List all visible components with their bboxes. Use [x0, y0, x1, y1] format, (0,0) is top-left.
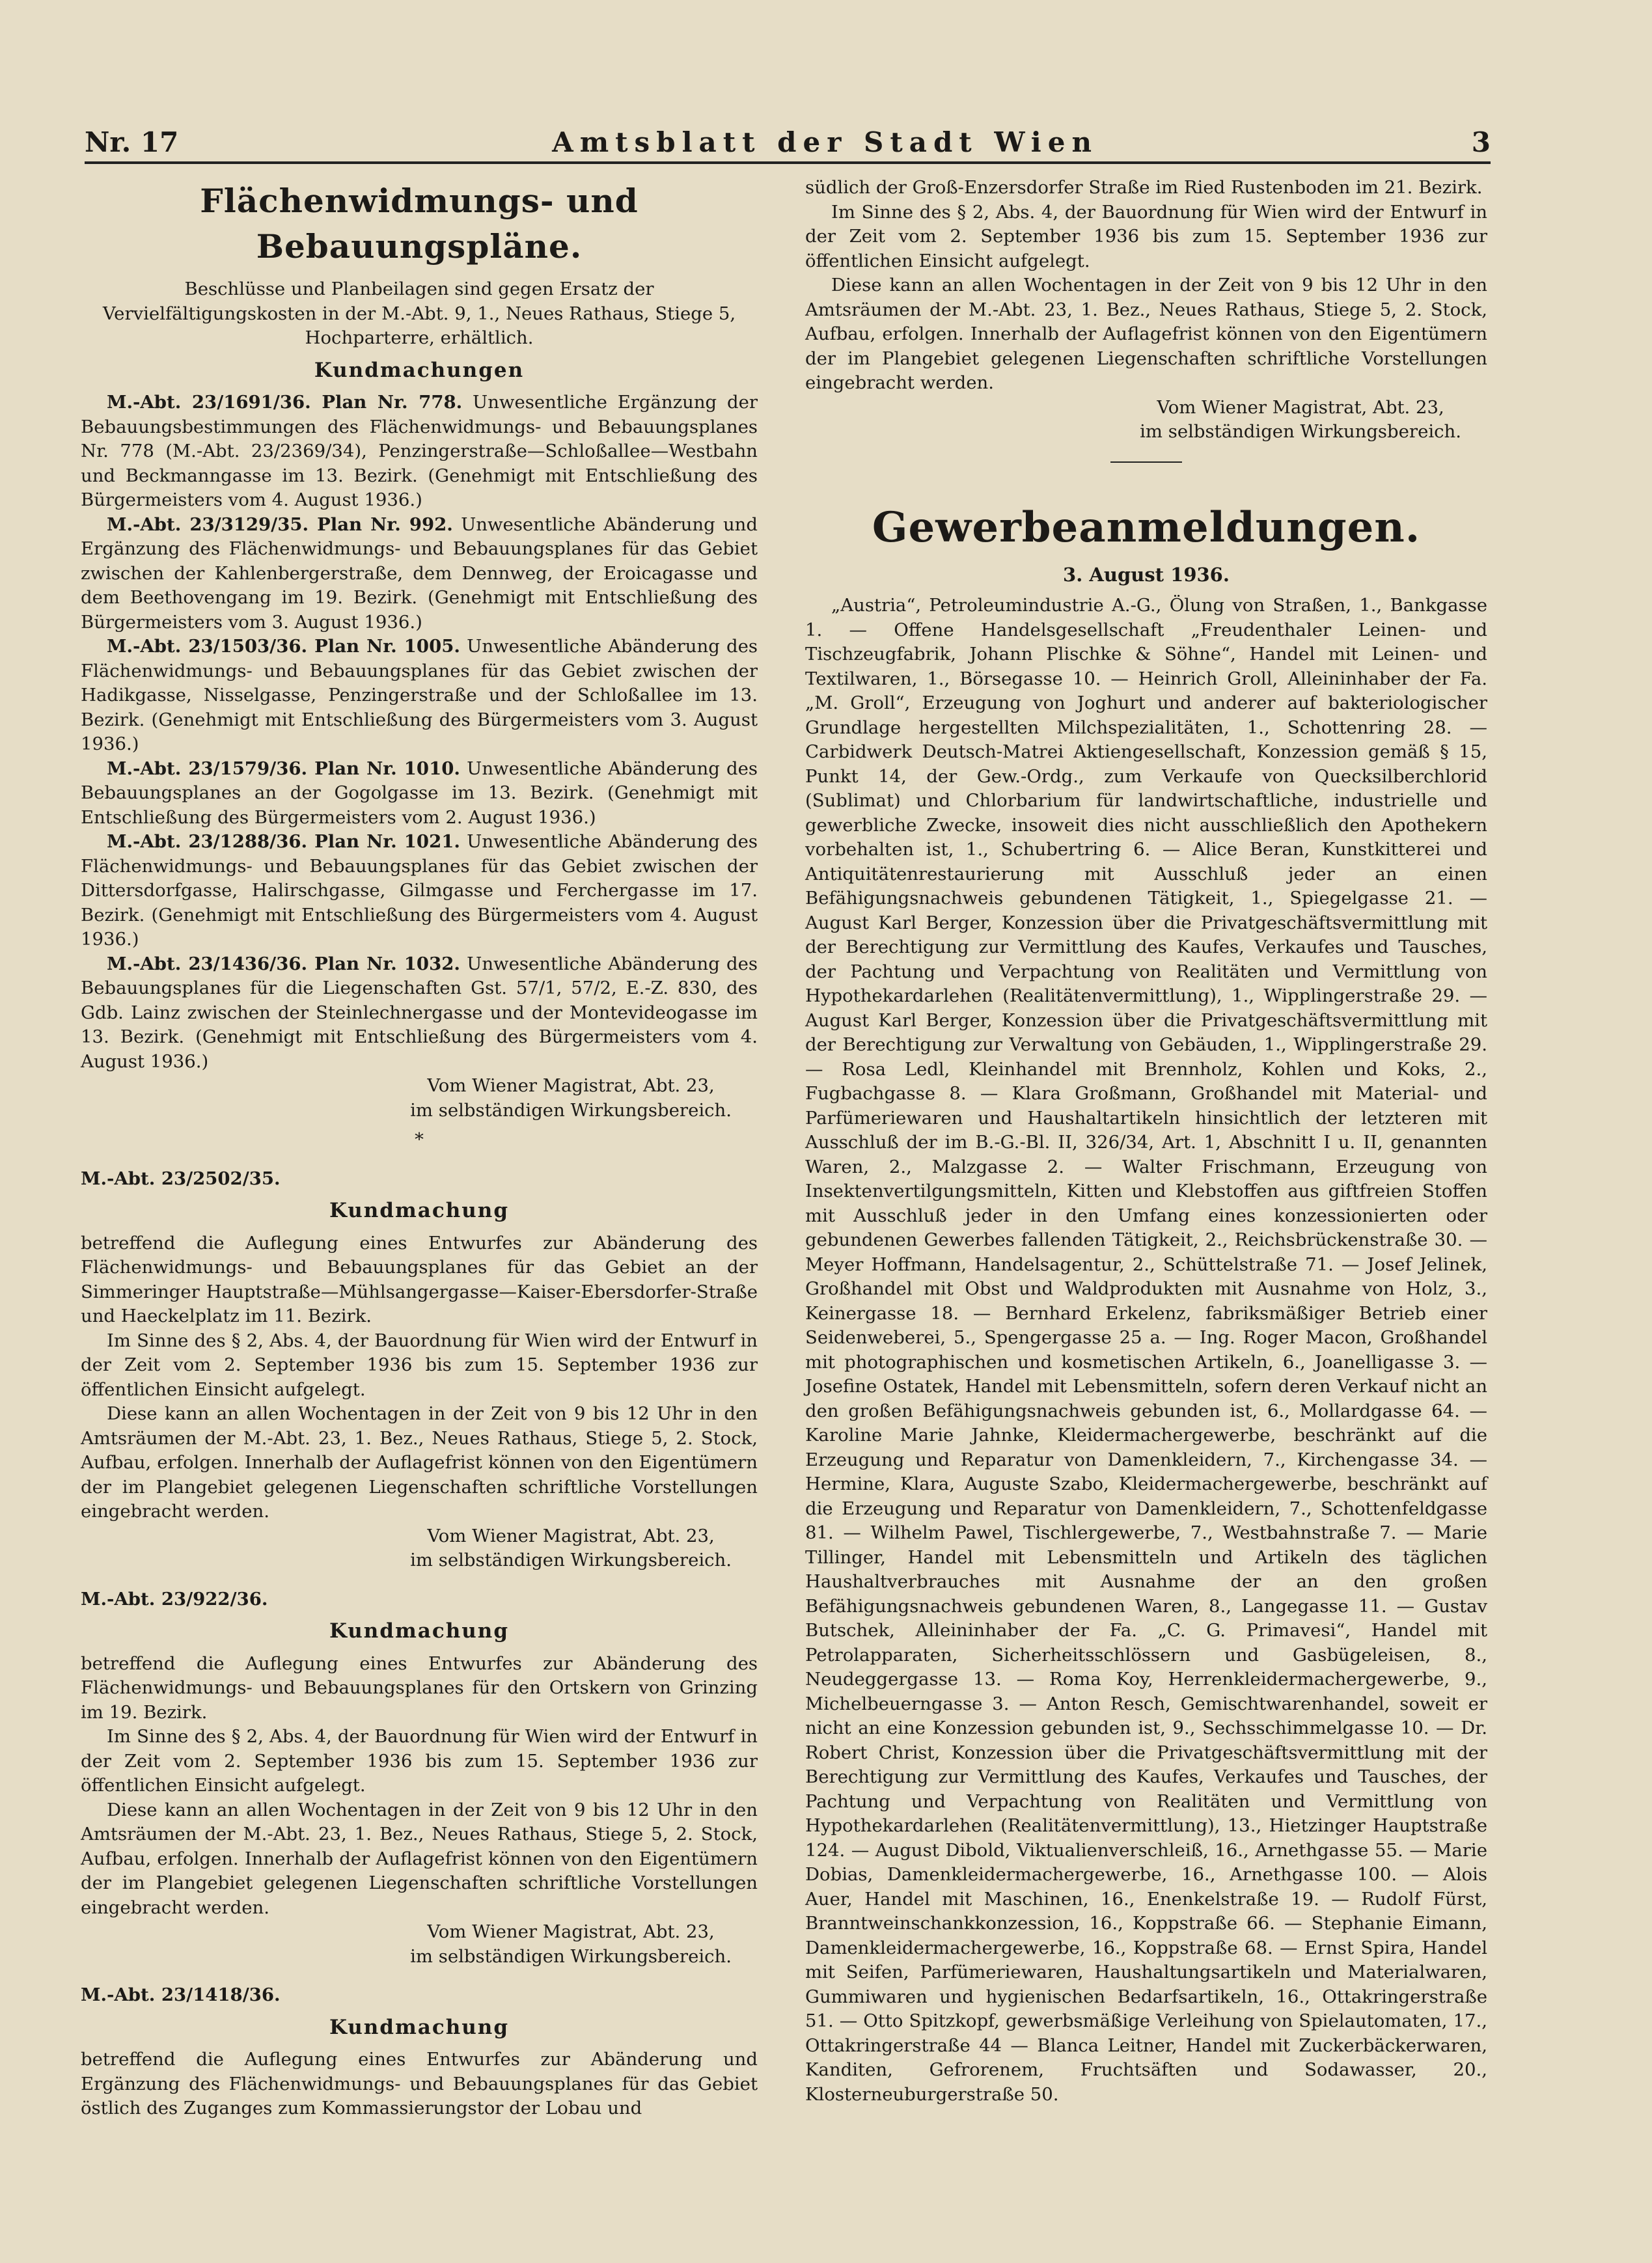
notice-paragraph: betreffend die Auflegung eines Entwurfes zur Abänderung des Flächenwidmungs- und Bebauungsplanes für das Gebiet an der Simmeringer Hauptstraße—Mühlsangergasse—Kaiser-Ebersdorfer-Straße und Haeckelplatz im 11. Bezirk.: [81, 1232, 758, 1326]
section-divider: [1110, 461, 1182, 463]
separator-star: *: [415, 1129, 424, 1150]
signature-block: Vom Wiener Magistrat, Abt. 23, im selbständigen Wirkungsbereich.: [1140, 396, 1461, 442]
signature-block: Vom Wiener Magistrat, Abt. 23, im selbständigen Wirkungsbereich.: [410, 1921, 732, 1967]
right-column: [805, 176, 1487, 2107]
signature-block: Vom Wiener Magistrat, Abt. 23, im selbständigen Wirkungsbereich.: [410, 1525, 732, 1570]
kundmachung-heading: Kundmachung: [329, 1199, 510, 1222]
plan-entry: M.-Abt. 23/1436/36. Plan Nr. 1032. Unwesentliche Abänderung des Bebauungsplanes für die Liegenschaften Gst. 57/1, 57/2, E.-Z. 830, des Gdb. Lainz zwischen der Steinlechnergasse und der Montevideogasse im 13. Bezirk. (Genehmigt mit Entschließung des Bürgermeisters vom 4. August 1936.): [81, 953, 758, 1072]
plan-entry: M.-Abt. 23/1288/36. Plan Nr. 1021. Unwesentliche Abänderung des Flächenwidmungs- und Bebauungsplanes für das Gebiet zwischen der Dittersdorfgasse, Halirschgasse, Gilmgasse und Ferchergasse im 17. Bezirk. (Genehmigt mit Entschließung des Bürgermeisters vom 4. August 1936.): [81, 831, 758, 950]
page-number: 3: [1471, 126, 1491, 158]
signature-block: Vom Wiener Magistrat, Abt. 23, im selbständigen Wirkungsbereich.: [410, 1075, 732, 1121]
plan-entry: M.-Abt. 23/3129/35. Plan Nr. 992. Unwesentliche Abänderung und Ergänzung des Flächenwidmungs- und Bebauungsplanes für das Gebiet zwischen der Kahlenbergerstraße, dem Dennweg, der Eroicagasse und dem Beethovengang im 19. Bezirk. (Genehmigt mit Entschließung des Bürgermeisters vom 3. August 1936.): [81, 514, 758, 633]
issue-number: Nr. 17: [85, 126, 179, 158]
page-header: [85, 122, 1491, 164]
notice-paragraph: Diese kann an allen Wochentagen in der Zeit von 9 bis 12 Uhr in den Amtsräumen der M.-Abt. 23, 1. Bez., Neues Rathaus, Stiege 5, 2. Stock, Aufbau, erfolgen. Innerhalb der Auflagefrist können von den Eigentümern der im Plangebiet gelegenen Liegenschaften schriftliche Vorstellungen eingebracht werden.: [81, 1799, 758, 1918]
kundmachungen-heading: Kundmachungen: [314, 358, 525, 382]
notice-paragraph: Diese kann an allen Wochentagen in der Zeit von 9 bis 12 Uhr in den Amtsräumen der M.-Abt. 23, 1. Bez., Neues Rathaus, Stiege 5, 2. Stock, Aufbau, erfolgen. Innerhalb der Auflagefrist können von den Eigentümern der im Plangebiet gelegenen Liegenschaften schriftliche Vorstellungen eingebracht werden.: [805, 275, 1487, 393]
reference-number: M.-Abt. 23/2502/35.: [81, 1168, 281, 1189]
reference-number: M.-Abt. 23/1418/36.: [81, 1984, 281, 2005]
notice-paragraph: südlich der Groß-Enzersdorfer Straße im Ried Rustenboden im 21. Bezirk.: [805, 177, 1483, 198]
notice-paragraph: Im Sinne des § 2, Abs. 4, der Bauordnung für Wien wird der Entwurf in der Zeit vom 2. September 1936 bis zum 15. September 1936 zur öffentlichen Einsicht aufgelegt.: [805, 201, 1487, 271]
intro-text: Beschlüsse und Planbeilagen sind gegen Ersatz der Vervielfältigungskosten in der M.-Abt. 9, 1., Neues Rathaus, Stiege 5, Hochparterre, erhältlich.: [102, 279, 736, 348]
section-heading-business: Gewerbeanmeldungen.: [872, 502, 1421, 552]
section-heading-plans: Flächenwidmungs- und Bebauungspläne.: [200, 182, 639, 266]
notice-paragraph: Im Sinne des § 2, Abs. 4, der Bauordnung für Wien wird der Entwurf in der Zeit vom 2. September 1936 bis zum 15. September 1936 zur öffentlichen Einsicht aufgelegt.: [81, 1726, 758, 1796]
publication-title: Amtsblatt der Stadt Wien: [552, 126, 1098, 158]
plan-entry: M.-Abt. 23/1691/36. Plan Nr. 778. Unwesentliche Ergänzung der Bebauungsbestimmungen des Flächenwidmungs- und Bebauungsplanes Nr. 778 (M.-Abt. 23/2369/34), Penzingerstraße—Schloßallee—Westbahn und Beckmanngasse im 13. Bezirk. (Genehmigt mit Entschließung des Bürgermeisters vom 4. August 1936.): [81, 392, 758, 510]
reference-number: M.-Abt. 23/922/36.: [81, 1588, 268, 1610]
notice-paragraph: Im Sinne des § 2, Abs. 4, der Bauordnung für Wien wird der Entwurf in der Zeit vom 2. September 1936 bis zum 15. September 1936 zur öffentlichen Einsicht aufgelegt.: [81, 1330, 758, 1400]
notice-paragraph: betreffend die Auflegung eines Entwurfes zur Abänderung und Ergänzung des Flächenwidmungs- und Bebauungsplanes für das Gebiet östlich des Zuganges zum Kommassierungstor der Lobau und: [81, 2049, 758, 2119]
left-column: [81, 176, 758, 2121]
notice-paragraph: Diese kann an allen Wochentagen in der Zeit von 9 bis 12 Uhr in den Amtsräumen der M.-Abt. 23, 1. Bez., Neues Rathaus, Stiege 5, 2. Stock, Aufbau, erfolgen. Innerhalb der Auflagefrist können von den Eigentümern der im Plangebiet gelegenen Liegenschaften schriftliche Vorstellungen eingebracht werden.: [81, 1403, 758, 1522]
kundmachung-heading: Kundmachung: [329, 1619, 510, 1643]
business-registrations-text: „Austria“, Petroleumindustrie A.-G., Ölung von Straßen, 1., Bankgasse 1. — Offene Handelsgesellschaft „Freudenthaler Leinen- und Tischzeugfabrik, Johann Plischke & Söhne“, Handel mit Leinen- und Textilwaren, 1., Börsegasse 10. — Heinrich Groll, Alleininhaber der Fa. „M. Groll“, Erzeugung von Joghurt und anderer auf bakteriologischer Grundlage hergestellten Milchspezialitäten, 1., Schottenring 28. — Carbidwerk Deutsch-Matrei Aktiengesellschaft, Konzession gemäß § 15, Punkt 14, der Gew.-Ordg., zum Verkaufe von Quecksilberchlorid (Sublimat) und Chlorbarium für landwirtschaftliche, industrielle und gewerbliche Zwecke, insoweit dies nicht ausschließlich den Apothekern vorbehalten ist, 1., Schubertring 6. — Alice Beran, Kunstkitterei und Antiquitätenrestaurierung mit Ausschluß jeder an einen Befähigungsnachweis gebundenen Tätigkeit, 1., Spiegelgasse 21. — August Karl Berger, Konzession über die Privatgeschäftsvermittlung mit der Berechtigung zur Vermittlung des Kaufes, Verkaufes und Tausches, der Pachtung und Verpachtung von Realitäten und Vermittlung von Hypothekardarlehen (Realitätenvermittlung), 1., Wipplingerstraße 29. — August Karl Berger, Konzession über die Privatgeschäftsvermittlung mit der Berechtigung zur Verwaltung von Gebäuden, 1., Wipplingerstraße 29. — Rosa Ledl, Kleinhandel mit Brennholz, Kohlen und Koks, 2., Fugbachgasse 8. — Klara Großmann, Großhandel mit Material- und Parfümeriewaren und Haushaltartikeln hinsichtlich der letzteren mit Ausschluß der im B.-G.-Bl. II, 326/34, Art. 1, Abschnitt I u. II, genannten Waren, 2., Malzgasse 2. — Walter Frischmann, Erzeugung von Insektenvertilgungsmitteln, Kitten und Klebstoffen aus giftfreien Stoffen mit Ausschluß jeder in den Umfang eines konzessionierten oder gebundenen Gewerbes fallenden Tätigkeit, 2., Reichsbrückenstraße 30. — Meyer Hoffmann, Handelsagentur, 2., Schüttelstraße 71. — Josef Jelinek, Großhandel mit Obst und Waldprodukten mit Ausnahme von Holz, 3., Keinergasse 18. — Bernhard Erkelenz, fabriksmäßiger Betrieb einer Seidenweberei, 5., Spengergasse 25 a. — Ing. Roger Macon, Großhandel mit photographischen und kosmetischen Artikeln, 6., Joanelligasse 3. — Josefine Ostatek, Handel mit Lebensmitteln, sofern deren Verkauf nicht an den großen Befähigungsnachweis gebunden ist, 6., Mollardgasse 64. — Karoline Marie Jahnke, Kleidermachergewerbe, beschränkt auf die Erzeugung und Reparatur von Damenkleidern, 7., Kirchengasse 34. — Hermine, Klara, Auguste Szabo, Kleidermachergewerbe, beschränkt auf die Erzeugung und Reparatur von Damenkleidern, 7., Schottenfeldgasse 81. — Wilhelm Pawel, Tischlergewerbe, 7., Westbahnstraße 7. — Marie Tillinger, Handel mit Lebensmitteln und Artikeln des täglichen Haushaltverbrauches mit Ausnahme der an den großen Befähigungsnachweis gebundenen Waren, 8., Langegasse 11. — Gustav Butschek, Alleininhaber der Fa. „C. G. Primavesi“, Handel mit Petrolapparaten, Sicherheitsschlössern und Gasbügeleisen, 8., Neudeggergasse 13. — Roma Koy, Herrenkleidermachergewerbe, 9., Michelbeuerngasse 3. — Anton Resch, Gemischtwarenhandel, soweit er nicht an eine Konzession gebunden ist, 9., Sechsschimmelgasse 10. — Dr. Robert Christ, Konzession über die Privatgeschäftsvermittlung mit der Berechtigung zur Vermittlung des Kaufes, Verkaufes und Tausches, der Pachtung und Verpachtung von Realitäten und Vermittlung von Hypothekardarlehen (Realitätenvermittlung), 13., Hietzinger Hauptstraße 124. — August Dibold, Viktualienverschleiß, 16., Arnethgasse 55. — Marie Dobias, Damenkleidermachergewerbe, 16., Arnethgasse 100. — Alois Auer, Handel mit Maschinen, 16., Enenkelstraße 19. — Rudolf Fürst, Branntweinschankkonzession, 16., Koppstraße 66. — Stephanie Eimann, Damenkleidermachergewerbe, 16., Koppstraße 68. — Ernst Spira, Handel mit Seifen, Parfümeriewaren, Haushaltungsartikeln und Materialwaren, Gummiwaren und hygienischen Bedarfsartikeln, 16., Ottakringerstraße 51. — Otto Spitzkopf, gewerbsmäßige Verleihung von Spielautomaten, 17., Ottakringerstraße 44 — Blanca Leitner, Handel mit Zuckerbäckerwaren, Kanditen, Gefrorenem, Fruchtsäften und Sodawasser, 20., Klosterneuburgerstraße 50.: [805, 595, 1487, 2105]
kundmachung-heading: Kundmachung: [329, 2015, 510, 2039]
notice-paragraph: betreffend die Auflegung eines Entwurfes zur Abänderung des Flächenwidmungs- und Bebauungsplanes für den Ortskern von Grinzing im 19. Bezirk.: [81, 1653, 758, 1723]
section-date: 3. August 1936.: [1063, 563, 1230, 586]
plan-entry: M.-Abt. 23/1579/36. Plan Nr. 1010. Unwesentliche Abänderung des Bebauungsplanes an der Gogolgasse im 13. Bezirk. (Genehmigt mit Entschließung des Bürgermeisters vom 2. August 1936.): [81, 758, 758, 828]
plan-entry: M.-Abt. 23/1503/36. Plan Nr. 1005. Unwesentliche Abänderung des Flächenwidmungs- und Bebauungsplanes für das Gebiet zwischen der Hadikgasse, Nisselgasse, Penzingerstraße und der Schloßallee im 13. Bezirk. (Genehmigt mit Entschließung des Bürgermeisters vom 3. August 1936.): [81, 636, 758, 754]
